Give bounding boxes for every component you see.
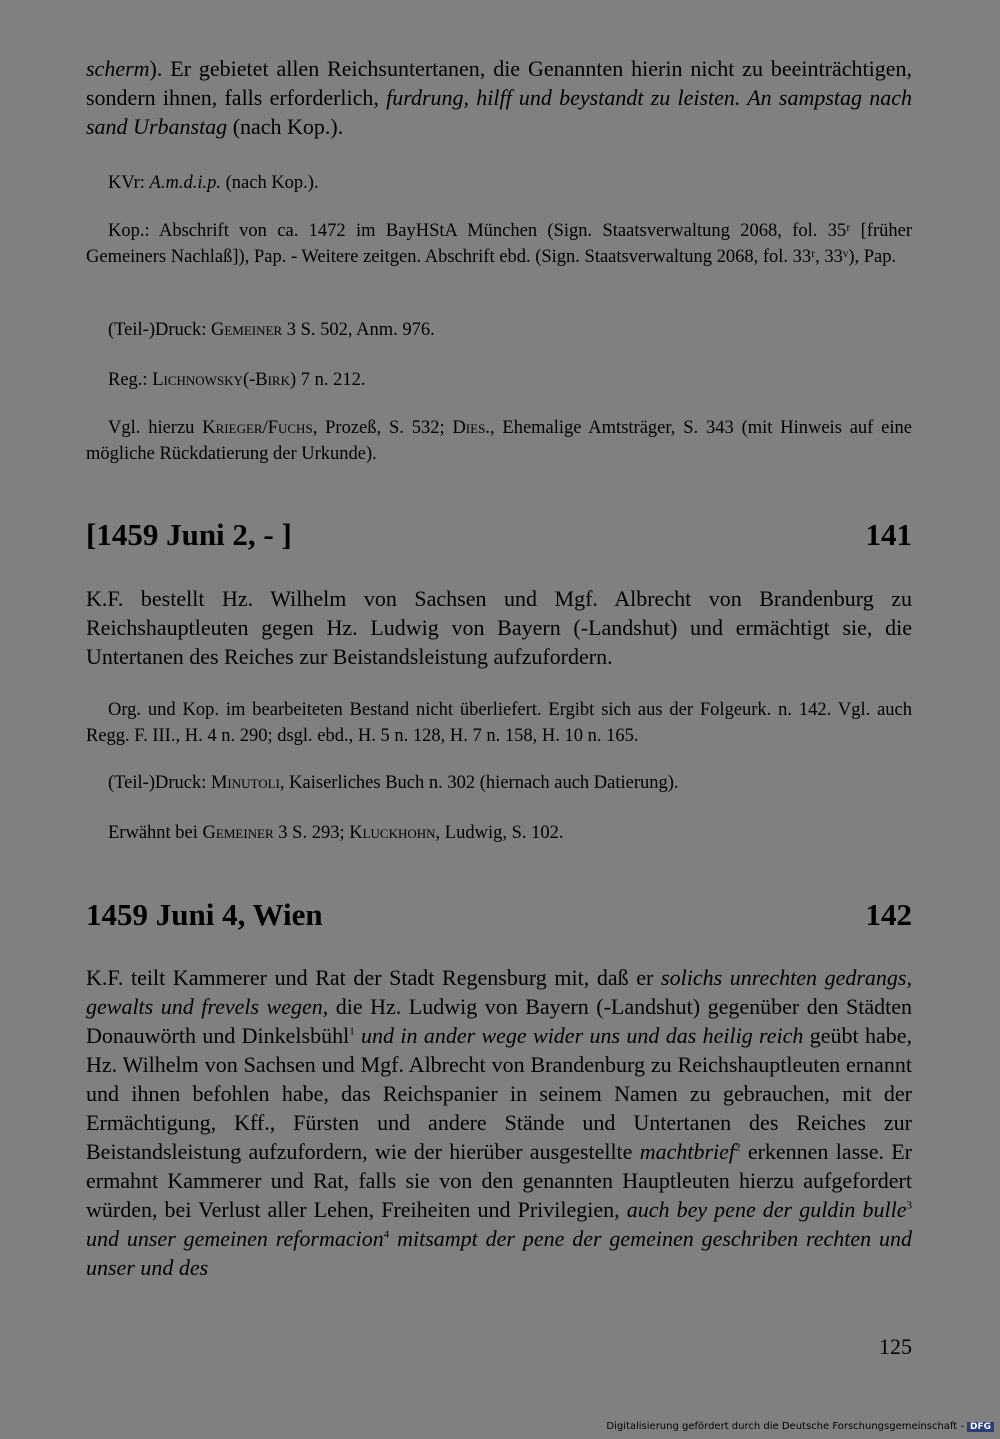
entry-141-org-note [86,697,912,749]
page-number: 125 [879,1334,912,1359]
text-run: 3 S. 502, Anm. 976. [282,320,435,340]
italic-text: und unser gemeinen reformacion [86,1226,384,1251]
dfg-footer [606,1421,994,1432]
author-name: Gemeiner [210,320,283,340]
entry-141-erw-note [86,820,912,846]
continuation-paragraph [86,54,912,141]
text-run: (Teil-)Druck: [108,773,211,793]
text-run: , Prozeß, S. 532; [312,418,453,438]
text-run: geübt habe, Hz. Wilhelm von Sachsen und Mgf. Albrecht von Brandenburg zu Reichshauptleuten ernannt und ihnen befohlen habe, das Reichspanier in seinem Namen zu gebrauchen, mit der Ermächtigung, Kff., Fürsten und andere Stände und Untertanen des Reiches zur Beistandsleistung aufzufordern, wie der hierüber ausgestellte [86,1023,912,1164]
entry-141-regest [86,584,912,671]
text-run: ). Er gebietet allen Reichsuntertanen, die Genannten hierin nicht zu beeinträchtigen, sondern ihnen, falls erforderlich, [86,56,912,110]
italic-text: furdrung, hilff und beystandt zu leisten. An sampstag nach sand Urbanstag [86,85,912,139]
text-run: , Ludwig, S. 102. [435,823,564,843]
author-name: Minutoli [210,773,280,793]
dfg-logo: DFG [967,1422,994,1432]
regest-text: K.F. bestellt Hz. Wilhelm von Sachsen und Mgf. Albrecht von Brandenburg zu Reichshauptleuten gegen Hz. Ludwig von Bayern (-Landshut) und ermächtigt sie, die Untertanen des Reiches zur Beistandsleistung aufzufordern. [86,586,912,669]
text-run: K.F. teilt Kammerer und Rat der Stadt Regensburg mit, daß er [86,965,662,990]
text-run: , die Hz. Ludwig von Bayern (-Landshut) gegenüber den Städten Donauwörth und Dinkelsbühl [86,994,912,1048]
author-name: Kluckhohn [349,823,436,843]
continuation-block [86,54,912,141]
footer-text: Digitalisierung gefördert durch die Deutsche Forschungsgemeinschaft - [606,1421,964,1432]
text-run: , Ehemalige Amtsträger, S. 343 (mit Hinweis auf eine mögliche Rückdatierung der Urkunde). [86,418,912,464]
text-run: Erwähnt bei [108,823,203,843]
reg-note [86,367,912,393]
footnote-marker: 4 [383,1228,390,1241]
vgl-note [86,415,912,467]
author-name: Krieger/Fuchs [202,418,313,438]
entry-141-heading [86,517,912,553]
text-run: 3 S. 293; [273,823,350,843]
author-name: Lichnowsky(-Birk) [152,370,297,390]
text-run: 7 n. 212. [296,370,366,390]
kop-note [86,218,912,270]
footnote-marker: 3 [906,1199,912,1212]
kop-text: Kop.: Abschrift von ca. 1472 im BayHStA München (Sign. Staatsverwaltung 2068, fol. 35ʳ [früher Gemeiners Nachlaß]), Pap. - Weitere zeitgen. Abschrift ebd. (Sign. Staatsverwaltung 2068, fol. 33ʳ, 33ᵛ), Pap. [86,221,912,267]
entry-number: 142 [865,897,912,932]
italic-text: A.m.d.i.p. [149,173,221,193]
entry-date: 1459 Juni 4, Wien [86,897,323,932]
entry-date: [1459 Juni 2, - ] [86,517,292,552]
author-name: Dies. [452,418,490,438]
entry-141-druck-note [86,770,912,796]
text-run: Vgl. hierzu [108,418,203,438]
text-run: (nach Kop.). [227,114,344,139]
entry-142-heading [86,897,912,933]
entry-number: 141 [865,517,912,552]
text-run: (nach Kop.). [220,173,319,193]
author-name: Gemeiner [202,823,274,843]
kvr-note [86,170,912,196]
italic-text: scherm [86,56,150,81]
italic-text: solichs unrechten gedrangs, gewalts und frevels wegen [86,965,912,1019]
italic-text: und in ander wege wider uns und das heilig reich [354,1023,804,1048]
text-run: KVr: [108,173,150,193]
druck-note [86,317,912,343]
regest-text [86,963,912,1282]
italic-text: machtbrief [639,1139,736,1164]
text-run: , Kaiserliches Buch n. 302 (hiernach auch Datierung). [279,773,679,793]
text-run: erkennen lasse. Er ermahnt Kammerer und Rat, falls sie von den genannten Hauptleuten hierzu aufgefordert würden, bei Verlust aller Lehen, Freiheiten und Privilegien, [86,1139,913,1222]
org-text: Org. und Kop. im bearbeiteten Bestand nicht überliefert. Ergibt sich aus der Folgeurk. n. 142. Vgl. auch Regg. F. III., H. 4 n. 290; dsgl. ebd., H. 5 n. 128, H. 7 n. 158, H. 10 n. 165. [86,700,912,746]
text-run: Reg.: [108,370,153,390]
entry-142-regest [86,963,912,1282]
footnote-marker: 2 [735,1141,741,1154]
text-run: (Teil-)Druck: [108,320,211,340]
italic-text: auch bey pene der guldin bulle [626,1197,907,1222]
italic-text: mitsampt der pene der gemeinen geschriben rechten und unser und des [86,1226,912,1280]
footnote-marker: 1 [349,1025,355,1038]
